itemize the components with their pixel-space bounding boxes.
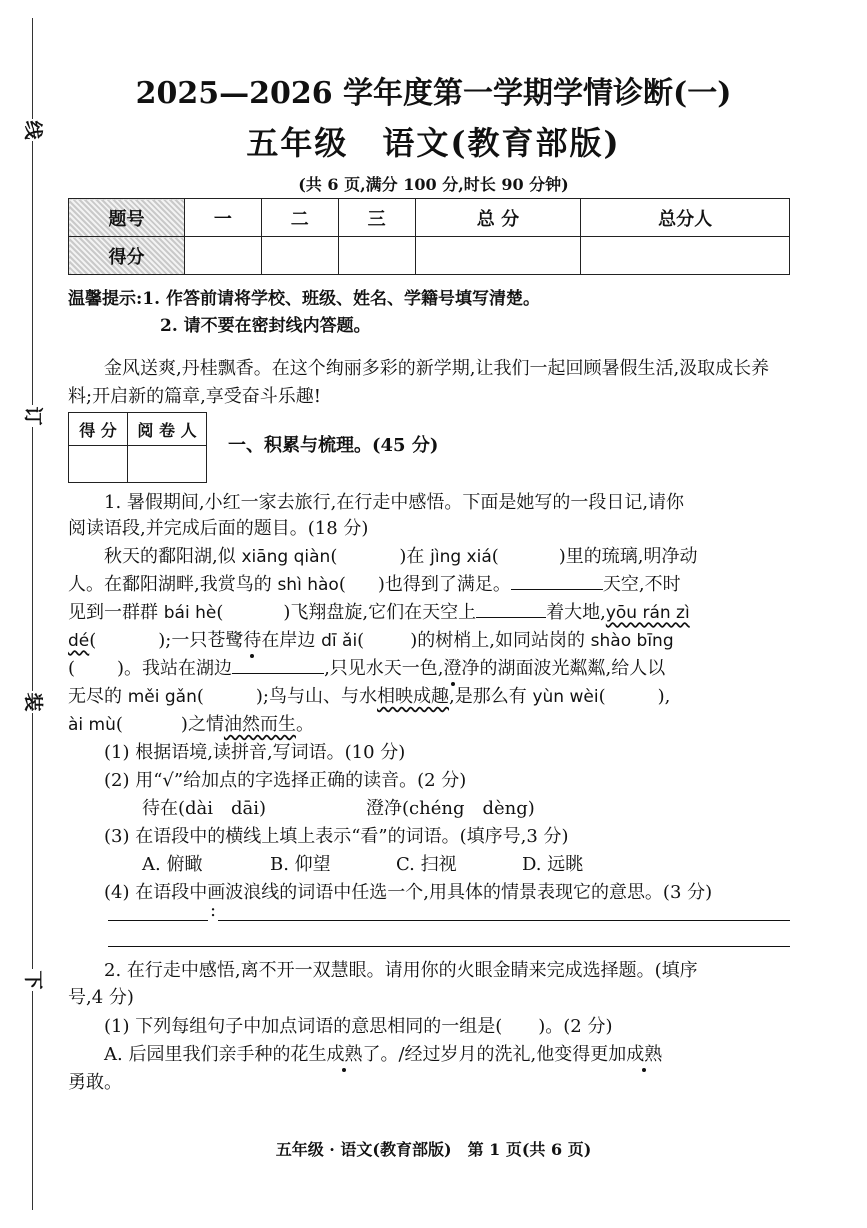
table-cell: 三 [338,199,415,237]
q1-sub2-option-b[interactable]: 澄净(chéng dèng) [366,798,535,819]
exam-title: 2025—2026 学年度第一学期学情诊断(一) [135,76,732,111]
q1-option-b[interactable]: B. 仰望 [270,854,331,875]
table-cell[interactable] [185,237,262,275]
table-row [69,199,790,237]
pinyin: xiāng qiàn [241,547,331,567]
answer-line[interactable] [218,920,790,921]
pinyin: jìng xiá [430,547,492,567]
seal-char-zhuang: 装 [22,692,44,712]
q1-sub3: (3) 在语段中的横线上填上表示“看”的词语。(填序号,3 分) [104,826,569,847]
score-table [68,198,790,275]
pinyin: dī ǎi [321,631,358,651]
grader-table [68,412,207,483]
q2-option-a[interactable]: A. 后园里我们亲手种的花生成熟了。/经过岁月的洗礼,他变得更加成熟 [104,1044,663,1065]
pinyin: shì hào [277,575,339,595]
passage-line-4: dé( );一只苍鹭待在岸边 dī ǎi( )的树梢上,如同站岗的 shào bīng [68,630,674,651]
table-cell: 得分 [69,237,185,275]
q1-sub4: (4) 在语段中画波浪线的词语中任选一个,用具体的情景表现它的意思。(3 分) [104,882,713,903]
q1-option-d[interactable]: D. 远眺 [522,854,584,875]
table-cell: 题号 [69,199,185,237]
seal-char-ding: 订 [22,406,44,426]
table-row [69,446,207,483]
table-cell[interactable] [338,237,415,275]
q2-sub1: (1) 下列每组句子中加点词语的意思相同的一组是( )。(2 分) [104,1016,613,1037]
table-cell[interactable] [581,237,790,275]
tip-line-1: 温馨提示:1. 作答前请将学校、班级、姓名、学籍号填写清楚。 [68,289,540,309]
section-heading: 一、积累与梳理。(45 分) [228,435,439,456]
pinyin: shào bīng [590,631,674,651]
exam-subject: 五年级 语文(教育部版) [246,124,621,162]
answer-colon: : [210,900,217,921]
pinyin: měi gǎn [127,687,197,707]
dotted-word: 成熟 [326,1044,363,1065]
pinyin: ài mù [68,715,116,735]
page-footer: 五年级 · 语文(教育部版) 第 1 页(共 6 页) [275,1140,592,1159]
table-cell[interactable] [128,446,207,483]
table-cell[interactable] [261,237,338,275]
table-cell: 一 [185,199,262,237]
table-cell: 得 分 [69,413,128,446]
pinyin: dé [68,631,90,651]
passage-line-2: 人。在鄱阳湖畔,我赏鸟的 shì hào( )也得到了满足。 天空,不时 [68,570,790,596]
pinyin: bái hè [163,603,217,623]
wavy-phrase: 相映成趣 [377,686,449,707]
wavy-phrase: 油然而生 [223,714,296,735]
q1-sub2-option-a[interactable]: 待在(dài dāi) [142,798,267,819]
dotted-word: 成熟 [626,1044,663,1065]
passage-line-7: ài mù( )之情油然而生。 [68,714,314,735]
pinyin: yùn wèi [532,687,599,707]
table-row [69,413,207,446]
dotted-char: 澄 [443,658,462,679]
passage-line-3: 见到一群群 bái hè( )飞翔盘旋,它们在天空上 着大地,yōu rán zì [68,598,790,624]
q2-stem-cont: 号,4 分) [68,987,134,1008]
dotted-char: 待 [243,630,262,651]
table-cell[interactable] [415,237,581,275]
table-cell: 总 分 [415,199,581,237]
seal-char-xian: 线 [22,120,44,140]
q1-stem-cont: 阅读语段,并完成后面的题目。(18 分) [68,518,369,539]
passage-line-1: 秋天的鄱阳湖,似 xiāng qiàn( )在 jìng xiá( )里的琉璃,明净动 [104,546,698,567]
pinyin: yōu rán zì [605,603,690,623]
q1-sub2: (2) 用“√”给加点的字选择正确的读音。(2 分) [104,770,467,791]
seal-line [32,18,33,1210]
answer-line[interactable] [232,655,324,674]
seal-char-xia: 下 [22,970,44,990]
answer-line[interactable] [108,920,208,921]
table-cell[interactable] [69,446,128,483]
exam-info: (共 6 页,满分 100 分,时长 90 分钟) [298,175,569,194]
intro-paragraph: 金风送爽,丹桂飘香。在这个绚丽多彩的新学期,让我们一起回顾暑假生活,汲取成长养料;开启新的篇章,享受奋斗乐趣! [68,358,770,407]
q1-option-c[interactable]: C. 扫视 [396,854,457,875]
q2-stem: 2. 在行走中感悟,离不开一双慧眼。请用你的火眼金睛来完成选择题。(填序 [104,960,698,981]
passage-line-6: 无尽的 měi gǎn( );鸟与山、与水相映成趣,是那么有 yùn wèi( ), [68,686,671,707]
passage-line-5: ( )。我站在湖边 ,只见水天一色,澄净的湖面波光粼粼,给人以 [68,654,790,680]
answer-line[interactable] [108,946,790,947]
q1-stem: 1. 暑假期间,小红一家去旅行,在行走中感悟。下面是她写的一段日记,请你 [104,492,685,513]
q2-option-a-cont: 勇敢。 [68,1072,122,1093]
tip-line-2: 2. 请不要在密封线内答题。 [160,316,371,336]
answer-line[interactable] [476,599,546,618]
q1-option-a[interactable]: A. 俯瞰 [142,854,203,875]
answer-line[interactable] [511,571,603,590]
table-cell: 总分人 [581,199,790,237]
table-row [69,237,790,275]
table-cell: 二 [261,199,338,237]
table-cell: 阅 卷 人 [128,413,207,446]
q1-sub1: (1) 根据语境,读拼音,写词语。(10 分) [104,742,406,763]
